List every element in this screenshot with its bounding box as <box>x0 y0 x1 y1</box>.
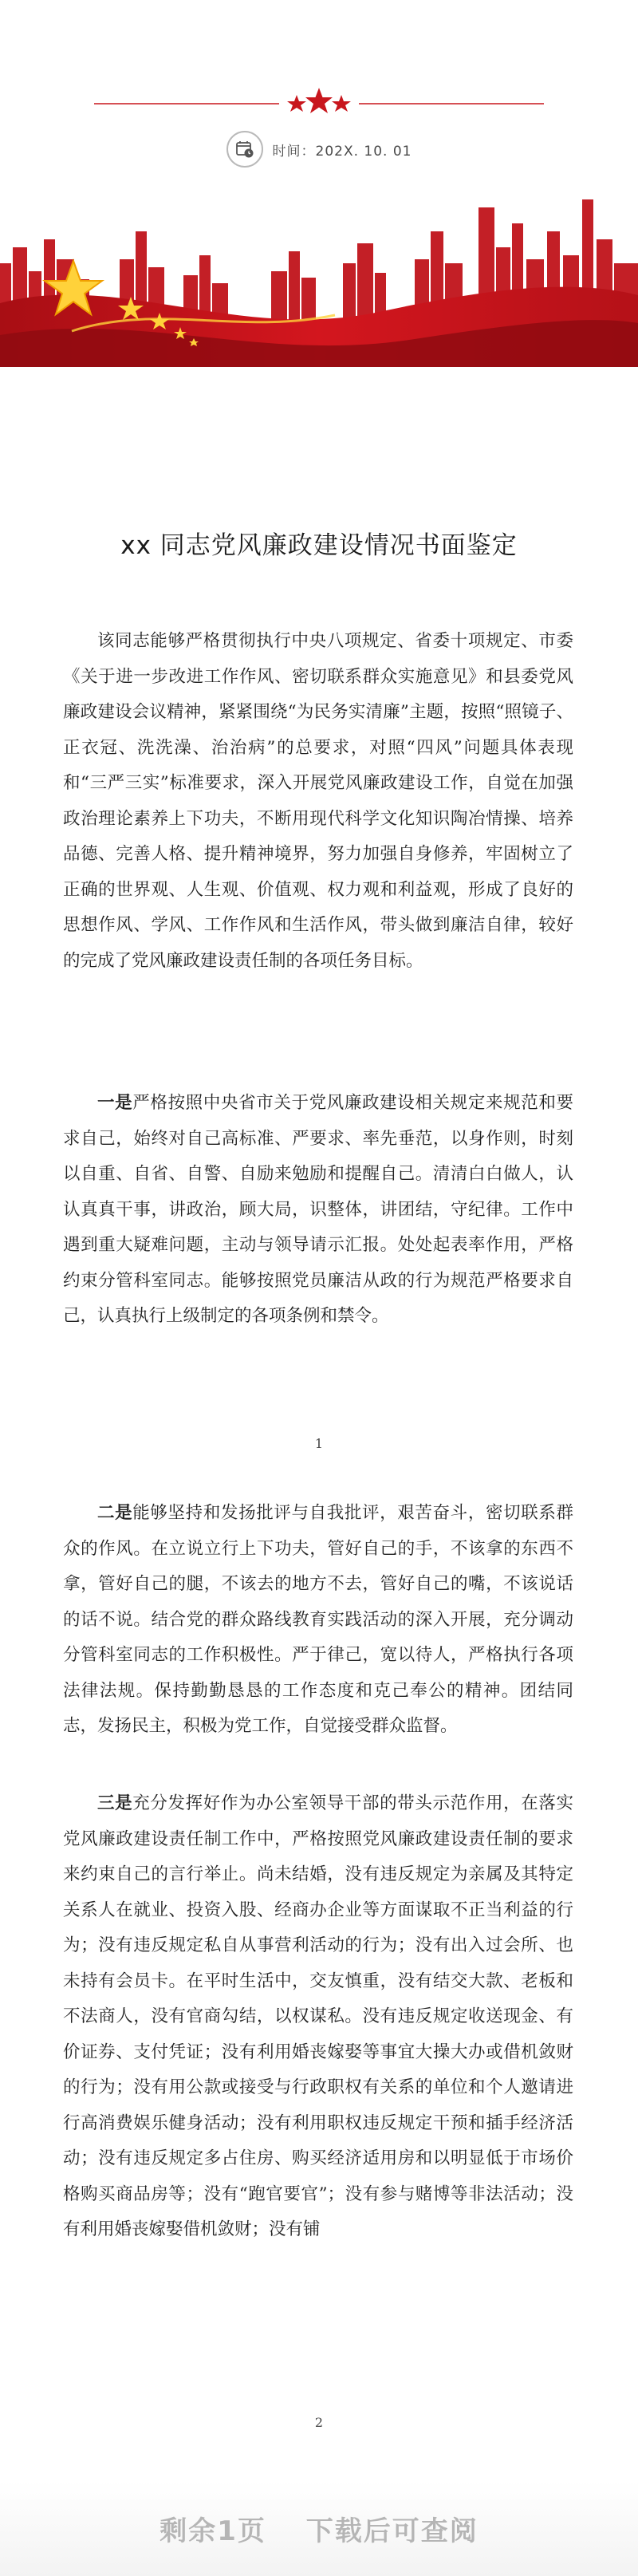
page-number: 1 <box>314 1436 324 1451</box>
paragraph-text: 该同志能够严格贯彻执行中央八项规定、省委十项规定、市委《关于进一步改进工作作风、密切联系群众实施意见》和县委党风廉政建设会议精神，紧紧围绕“为民务实清廉”主题，按照“照镜子、正衣冠、洗洗澡、治治病”的总要求，对照“四风”问题具体表现和“三严三实”标准要求，深入开展党风廉政建设工作，自觉在加强政治理论素养上下功夫，不断用现代科学文化知识陶冶情操、培养品德、完善人格、提升精神境界，努力加强自身修养，牢固树立了正确的世界观、人生观、价值观、权力观和利益观，形成了良好的思想作风、学风、工作作风和生活作风，带头做到廉洁自律，较好的完成了党风廉政建设责任制的各项任务目标。 <box>63 631 573 971</box>
header <box>0 0 638 367</box>
paragraph-intro <box>63 624 573 979</box>
paragraph-lead: 一是 <box>97 1093 133 1113</box>
download-prompt[interactable] <box>0 2481 638 2576</box>
time-row <box>0 132 638 167</box>
paragraph-point-three <box>63 1786 573 2248</box>
paragraph-lead: 二是 <box>97 1503 133 1523</box>
paragraph-lead: 三是 <box>97 1793 133 1813</box>
paragraph-text: 能够坚持和发扬批评与自我批评，艰苦奋斗，密切联系群众的作风。在立说立行上下功夫，管好自己的手，不该拿的东西不拿，管好自己的腿，不该去的地方不去，管好自己的嘴，不该说话的话不说。结合党的群众路线教育实践活动的深入开展，充分调动分管科室同志的工作积极性。严于律己，宽以待人，严格执行各项法律法规。保持勤勤恳恳的工作态度和克己奉公的精神。团结同志，发扬民主，积极为党工作，自觉接受群众监督。 <box>63 1503 573 1736</box>
page-number: 2 <box>314 2415 324 2430</box>
paragraph-text: 严格按照中央省市关于党风廉政建设相关规定来规范和要求自己，始终对自己高标准、严要求、率先垂范，以身作则，时刻以自重、自省、自警、自励来勉励和提醒自己。清清白白做人，认认真真干事，讲政治，顾大局，识整体，讲团结，守纪律。工作中遇到重大疑难问题，主动与领导请示汇报。处处起表率作用，严格约束分管科室同志。能够按照党员廉洁从政的行为规范严格要求自己，认真执行上级制定的各项条例和禁令。 <box>63 1093 573 1326</box>
calendar-clock-icon <box>226 131 263 168</box>
star-icon <box>305 88 333 113</box>
document-title: xx 同志党风廉政建设情况书面鉴定 <box>120 531 518 560</box>
paragraph-point-two <box>63 1496 573 1745</box>
paragraph-text: 充分发挥好作为办公室领导干部的带头示范作用，在落实党风廉政建设责任制工作中，严格按照党风廉政建设责任制的要求来约束自己的言行举止。尚未结婚，没有违反规定为亲属及其特定关系人在就业、投资入股、经商办企业等方面谋取不正当利益的行为；没有违反规定私自从事营利活动的行为；没有出入过会所、也未持有会员卡。在平时生活中，交友慎重，没有结交大款、老板和不法商人，没有官商勾结，以权谋私。没有违反规定收送现金、有价证券、支付凭证；没有利用婚丧嫁娶等事宜大操大办或借机敛财的行为；没有用公款或接受与行政职权有关系的单位和个人邀请进行高消费娱乐健身活动；没有利用职权违反规定干预和插手经济活动；没有违反规定多占住房、购买经济适用房和以明显低于市场价格购买商品房等；没有“跑官要官”；没有参与赌博等非法活动；没有利用婚丧嫁娶借机敛财；没有铺 <box>63 1793 573 2239</box>
star-icon <box>332 95 351 112</box>
paragraph-point-one <box>63 1086 573 1335</box>
remaining-pages-label: 剩余1页 <box>160 2515 266 2547</box>
download-prompt-text[interactable] <box>160 2509 478 2548</box>
download-to-view-label: 下载后可查阅 <box>305 2515 478 2547</box>
star-icon <box>287 95 306 112</box>
star-ornament <box>0 80 638 128</box>
city-flag-banner <box>0 183 638 367</box>
publish-time: 时间：202X. 10. 01 <box>272 143 412 160</box>
